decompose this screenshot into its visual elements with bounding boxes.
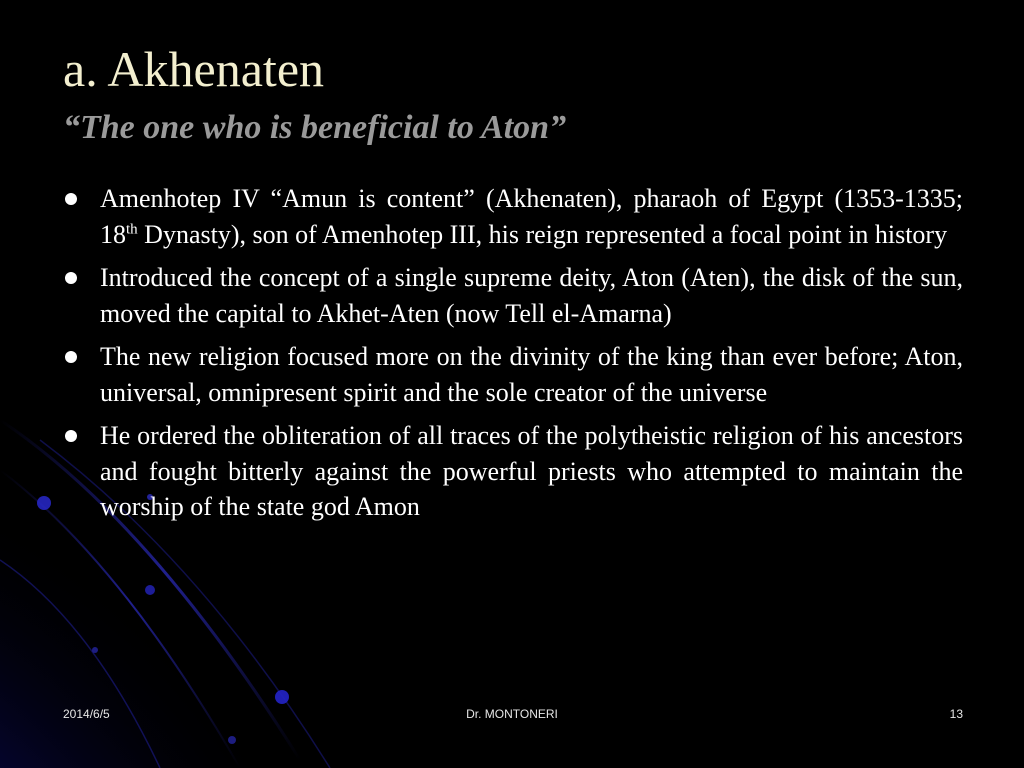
bullet-item — [63, 260, 963, 331]
slide-subtitle: “The one who is beneficial to Aton” — [63, 109, 567, 146]
bullet-text: The new religion focused more on the divinity of the king than ever before; Aton, universal, omnipresent spirit and the sole creator of the universe — [100, 342, 963, 407]
bullet-dot-icon — [65, 193, 77, 205]
bullet-dot-icon — [65, 351, 77, 363]
footer-author: Dr. MONTONERI — [466, 707, 558, 721]
bullet-text-part: Amenhotep IV “Amun is content” (Akhenaten), pharaoh of Egypt (1353-1335; 18 — [100, 184, 963, 249]
footer-date: 2014/6/5 — [63, 707, 110, 721]
bullet-list — [63, 181, 963, 533]
bullet-item — [63, 181, 963, 252]
bullet-dot-icon — [65, 272, 77, 284]
bullet-item — [63, 418, 963, 525]
footer-page-number: 13 — [949, 707, 963, 721]
bullet-text: He ordered the obliteration of all traces of the polytheistic religion of his ancestors and fought bitterly against the powerful priests who attempted to maintain the worship of the state god Amon — [100, 421, 963, 521]
bullet-item — [63, 339, 963, 410]
slide-title: a. Akhenaten — [63, 41, 325, 97]
bullet-text-part: Dynasty), son of Amenhotep III, his reign represented a focal point in history — [137, 219, 948, 249]
bullet-text: Introduced the concept of a single supreme deity, Aton (Aten), the disk of the sun, moved the capital to Akhet-Aten (now Tell el-Amarna) — [100, 263, 963, 328]
ordinal-superscript: th — [126, 220, 138, 237]
bullet-dot-icon — [65, 430, 77, 442]
